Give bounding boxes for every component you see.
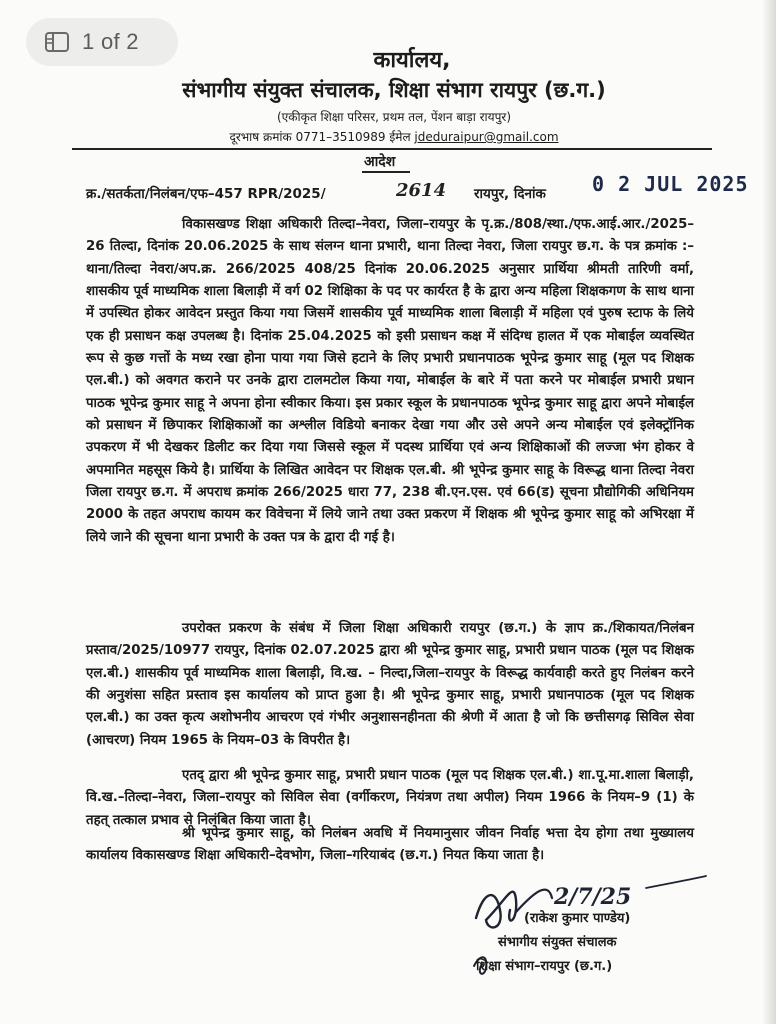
phone-text: दूरभाष क्रमांक 0771–3510989 ईमेल xyxy=(229,130,411,144)
page-edge-shadow xyxy=(762,0,776,1024)
office-title: कार्यालय, xyxy=(373,48,451,73)
order-place-date-label: रायपुर, दिनांक xyxy=(474,186,546,202)
signer-name: (राकेश कुमार पाण्डेय) xyxy=(524,911,631,926)
paragraph-3: एतद् द्वारा श्री भूपेन्द्र कुमार साहू, प्रभारी प्रधान पाठक (मूल पद शिक्षक एल.बी.) शा.पू.मा.शाला बिलाड़ी, वि.ख.–तिल्दा–नेवरा, जिला–रायपुर को सिविल सेवा (वर्गीकरण, नियंत्रण तथा अपील) नियम 1966 के नियम–9 (1) के तहत् तत्काल प्रभाव से निलंबित किया जाता है। xyxy=(86,768,694,828)
order-title-underline xyxy=(362,171,410,173)
signer-designation: संभागीय संयुक्त संचालक xyxy=(498,935,617,950)
office-full-name: संभागीय संयुक्त संचालक, शिक्षा संभाग रायपुर (छ.ग.) xyxy=(182,78,606,102)
office-address: (एकीकृत शिक्षा परिसर, प्रथम तल, पेंशन बाड़ा रायपुर) xyxy=(276,110,511,124)
date-stamp: 0 2 JUL 2025 xyxy=(592,172,749,196)
paragraph-4: श्री भूपेन्द्र कुमार साहू, को निलंबन अवधि में नियमानुसार जीवन निर्वाह भत्ता देय होगा तथा मुख्यालय कार्यालय विकासखण्ड शिक्षा अधिकारी–देवभोग, जिला–गरियाबंद (छ.ग.) नियत किया जाता है। xyxy=(86,826,694,864)
email-link[interactable]: jdeduraipur@gmail.com xyxy=(414,130,559,144)
paragraph-1: विकासखण्ड शिक्षा अधिकारी तिल्दा–नेवरा, जिला–रायपुर के पृ.क्र./808/स्था./एफ.आई.आर./2025–26 तिल्दा, दिनांक 20.06.2025 के साथ संलग्न थाना प्रभारी, थाना तिल्दा नेवरा, जिला रायपुर छ.ग. के पत्र क्रमांक :– थाना/तिल्दा नेवरा/अप.क्र. 266/2025 408/25 दिनांक 20.06.2025 अनुसार प्रार्थिया श्रीमती तारिणी वर्मा, शासकीय पूर्व माध्यमिक शाला बिलाड़ी में वर्ग 02 शिक्षिका के पद पर कार्यरत है के द्वारा अन्य महिला शिक्षकगण के साथ थाना में उपस्थित होकर आवेदन प्रस्तुत किया गया जिसमें शासकीय पूर्व माध्यमिक शाला बिलाड़ी में महिला एवं पुरुष स्टाफ के लिये एक ही प्रसाधन कक्ष उपलब्ध है। दिनांक 25.04.2025 को इसी प्रसाधन कक्ष में संदिग्ध हालत में एक मोबाईल व्यवस्थित रूप से कुछ गत्तों के मध्य रखा होना पाया गया जिसे हटाने के लिए प्रभारी प्रधानपाठक भूपेन्द्र कुमार साहू (मूल पद शिक्षक एल.बी.) को अवगत कराने पर उनके द्वारा टालमटोल किया गया, मोबाईल के बारे में पता करने पर मोबाईल प्रभारी प्रधान पाठक भूपेन्द्र कुमार साहू ने अपना होना स्वीकार किया। इस प्रकार स्कूल के प्रधानपाठक भूपेन्द्र कुमार साहू द्वारा अपने मोबाईल को प्रसाधन में छिपाकर शिक्षिकाओं का अश्लील विडियो बनाकर देखा गया और उसे अपने अन्य मोबाईल एवं इलेक्ट्रॉनिक उपकरण में भी देखकर डिलीट कर दिया गया जिससे स्कूल में पदस्थ प्रार्थिया एवं अन्य शिक्षिकाओं की लज्जा भंग होकर वे अपमानित महसूस किये है। प्रार्थिया के लिखित आवेदन पर शिक्षक एल.बी. श्री भूपेन्द्र कुमार साहू के विरूद्ध थाना तिल्दा नेवरा जिला रायपुर छ.ग. में अपराध क्रमांक 266/2025 धारा 77, 238 बी.एन.एस. एवं 66(ड) सूचना प्रौद्योगिकी अधिनियम 2000 के तहत अपराध कायम कर विवेचना में लिये जाने तथा उक्त प्रकरण में शिक्षक श्री भूपेन्द्र कुमार साहू को अभिरक्षा में लिये जाने की सूचना थाना प्रभारी के उक्त पत्र के द्वारा दी गई है। xyxy=(86,217,694,545)
order-reference-number: 2614 xyxy=(396,180,447,201)
order-reference: क्र./सतर्कता/निलंबन/एफ–457 RPR/2025/ xyxy=(86,186,326,202)
page-indicator-text: 1 of 2 xyxy=(82,29,139,54)
header-divider xyxy=(72,148,712,150)
signer-office: शिक्षा संभाग–रायपुर (छ.ग.) xyxy=(476,959,613,974)
paragraph-2: उपरोक्त प्रकरण के संबंध में जिला शिक्षा अधिकारी रायपुर (छ.ग.) के ज्ञाप क्र./शिकायत/निलंबन प्रस्ताव/2025/10977 रायपुर, दिनांक 02.07.2025 द्वारा श्री भूपेन्द्र कुमार साहू, प्रभारी प्रधान पाठक (मूल पद शिक्षक एल.बी.) शासकीय पूर्व माध्यमिक शाला बिलाड़ी, वि.ख. – निल्दा,जिला–रायपुर के विरूद्ध कार्यवाही करते हुए निलंबन करने की अनुशंसा सहित प्रस्ताव इस कार्यालय को प्राप्त हुआ है। श्री भूपेन्द्र कुमार साहू, प्रभारी प्रधानपाठक (मूल पद शिक्षक एल.बी.) का उक्त कृत्य अशोभनीय आचरण एवं गंभीर अनुशासनहीनता की श्रेणी में आता है जो कि छत्तीसगढ़ सिविल सेवा (आचरण) नियम 1965 के नियम–03 के विपरीत है। xyxy=(86,621,694,748)
svg-text:2/7/25: 2/7/25 xyxy=(554,884,632,910)
office-contact xyxy=(6,128,776,145)
order-title: आदेश xyxy=(364,154,396,170)
